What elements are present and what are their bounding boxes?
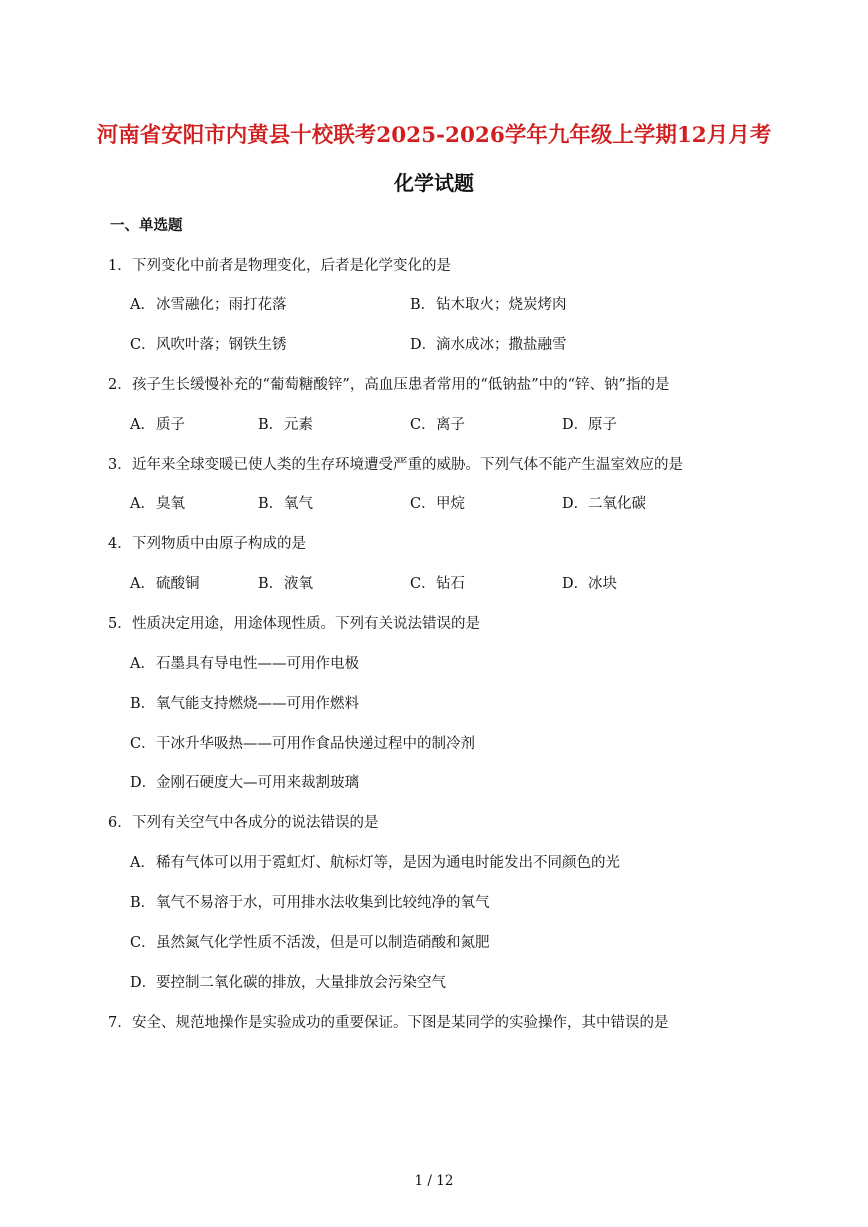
option-a: A．冰雪融化；雨打花落: [130, 297, 287, 313]
option-b: B．氧气能支持燃烧——可用作燃料: [130, 696, 359, 712]
question-number: 1．: [108, 258, 132, 274]
option-d: D．要控制二氧化碳的排放，大量排放会污染空气: [130, 975, 446, 991]
question-text: 安全、规范地操作是实验成功的重要保证。下图是某同学的实验操作，其中错误的是: [132, 1015, 669, 1031]
question-2: [108, 373, 669, 394]
question-text: 下列变化中前者是物理变化，后者是化学变化的是: [132, 258, 451, 274]
option-a: A．质子: [130, 417, 185, 433]
question-text: 性质决定用途，用途体现性质。下列有关说法错误的是: [132, 616, 480, 632]
question-5: [108, 612, 480, 633]
question-text: 下列物质中由原子构成的是: [132, 536, 306, 552]
option-c: C．风吹叶落；钢铁生锈: [130, 337, 287, 353]
page-number: 1 / 12: [414, 1173, 454, 1189]
option-d: D．滴水成冰；撒盐融雪: [410, 337, 567, 353]
option-d: D．二氧化碳: [562, 496, 646, 512]
option-b: B．元素: [258, 417, 313, 433]
option-a: A．石墨具有导电性——可用作电极: [130, 656, 359, 672]
question-6: [108, 811, 379, 832]
question-1: [108, 254, 451, 275]
page-title: 河南省安阳市内黄县十校联考2025-2026学年九年级上学期12月月考: [96, 123, 772, 148]
option-c: C．干冰升华吸热——可用作食品快递过程中的制冷剂: [130, 736, 475, 752]
option-b: B．液氧: [258, 576, 313, 592]
page-subtitle: 化学试题: [394, 171, 474, 195]
question-text: 近年来全球变暖已使人类的生存环境遭受严重的威胁。下列气体不能产生温室效应的是: [132, 457, 683, 473]
question-number: 3．: [108, 457, 132, 473]
question-number: 2．: [108, 377, 132, 393]
option-d: D．原子: [562, 417, 617, 433]
option-d: D．金刚石硬度大—可用来裁割玻璃: [130, 775, 359, 791]
question-3: [108, 453, 683, 474]
option-a: A．稀有气体可以用于霓虹灯、航标灯等，是因为通电时能发出不同颜色的光: [130, 855, 620, 871]
option-b: B．钻木取火；烧炭烤肉: [410, 297, 567, 313]
option-c: C．虽然氮气化学性质不活泼，但是可以制造硝酸和氮肥: [130, 935, 490, 951]
question-number: 7．: [108, 1015, 132, 1031]
question-text: 下列有关空气中各成分的说法错误的是: [132, 815, 379, 831]
option-c: C．钻石: [410, 576, 465, 592]
question-number: 5．: [108, 616, 132, 632]
question-text: 孩子生长缓慢补充的“葡萄糖酸锌”，高血压患者常用的“低钠盐”中的“锌、钠”指的是: [132, 377, 670, 393]
question-number: 4．: [108, 536, 132, 552]
section-heading: 一、单选题: [110, 217, 183, 234]
option-b: B．氧气: [258, 496, 313, 512]
option-a: A．硫酸铜: [130, 576, 200, 592]
option-c: C．离子: [410, 417, 465, 433]
question-number: 6．: [108, 815, 132, 831]
option-d: D．冰块: [562, 576, 617, 592]
question-4: [108, 532, 306, 553]
option-a: A．臭氧: [130, 496, 185, 512]
option-b: B．氧气不易溶于水，可用排水法收集到比较纯净的氧气: [130, 895, 490, 911]
question-7: [108, 1011, 669, 1032]
option-c: C．甲烷: [410, 496, 465, 512]
